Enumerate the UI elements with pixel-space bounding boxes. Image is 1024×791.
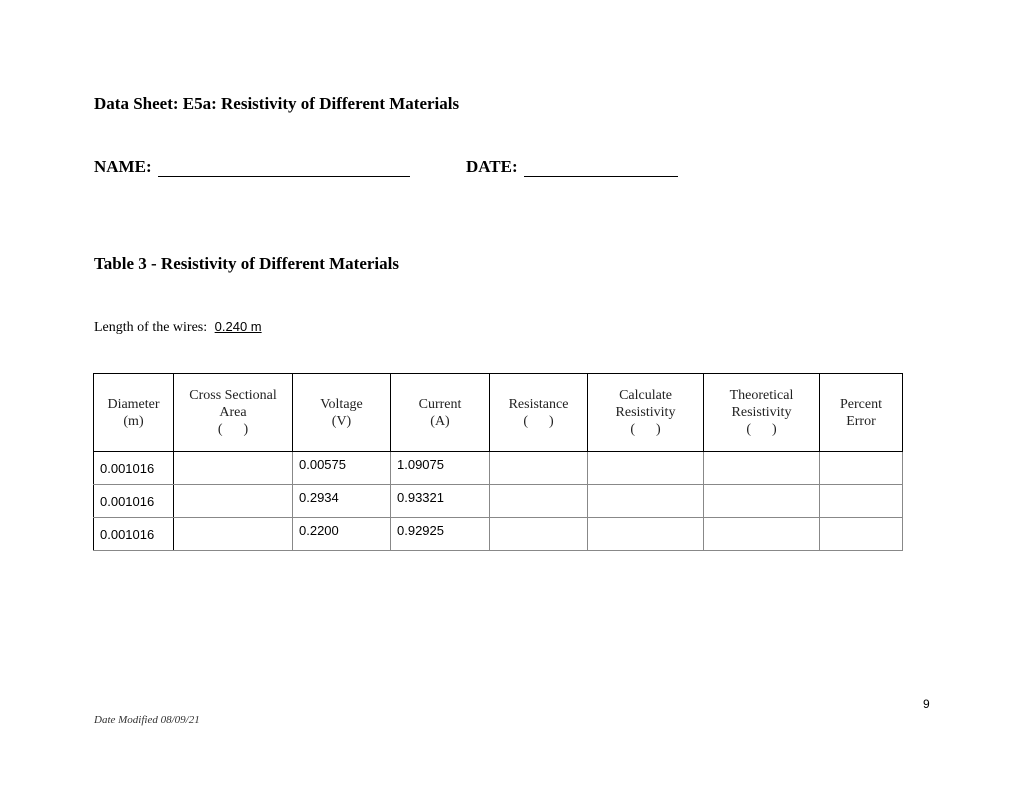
name-field[interactable]: [94, 157, 410, 177]
column-header-cross-sectional-area: Cross Sectional Area ( ): [174, 374, 293, 452]
voltage-cell[interactable]: 0.2934: [293, 485, 391, 518]
date-label: DATE:: [466, 157, 518, 176]
column-header-calculate-resistivity: Calculate Resistivity ( ): [588, 374, 704, 452]
theoretical-resistivity-cell[interactable]: [704, 485, 820, 518]
area-cell[interactable]: [174, 518, 293, 551]
column-header-theoretical-resistivity: Theoretical Resistivity ( ): [704, 374, 820, 452]
table-row: [94, 518, 903, 551]
calculated-resistivity-cell[interactable]: [588, 452, 704, 485]
wire-length-value: 0.240 m: [214, 319, 262, 334]
date-blank-line[interactable]: [524, 158, 678, 177]
date-modified-footer: Date Modified 08/09/21: [94, 714, 200, 726]
date-field[interactable]: [466, 157, 678, 177]
wire-length-label: Length of the wires:: [94, 320, 208, 335]
calculated-resistivity-cell[interactable]: [588, 485, 704, 518]
table-header-row: [94, 374, 903, 452]
resistivity-table: [93, 373, 903, 551]
table-title: Table 3 - Resistivity of Different Materials: [94, 254, 399, 273]
column-header-diameter: Diameter (m): [94, 374, 174, 452]
column-header-percent-error: Percent Error: [820, 374, 903, 452]
voltage-cell[interactable]: 0.2200: [293, 518, 391, 551]
theoretical-resistivity-cell[interactable]: [704, 452, 820, 485]
diameter-cell[interactable]: 0.001016: [94, 518, 174, 551]
resistance-cell[interactable]: [490, 485, 588, 518]
current-cell[interactable]: 0.93321: [391, 485, 490, 518]
area-cell[interactable]: [174, 485, 293, 518]
wire-length-line: [94, 319, 262, 336]
column-header-voltage: Voltage (V): [293, 374, 391, 452]
page-number: 9: [923, 697, 930, 711]
resistance-cell[interactable]: [490, 518, 588, 551]
page-title: Data Sheet: E5a: Resistivity of Different Materials: [94, 94, 460, 113]
table-row: [94, 452, 903, 485]
table-row: [94, 485, 903, 518]
theoretical-resistivity-cell[interactable]: [704, 518, 820, 551]
percent-error-cell[interactable]: [820, 518, 903, 551]
resistance-cell[interactable]: [490, 452, 588, 485]
current-cell[interactable]: 0.92925: [391, 518, 490, 551]
calculated-resistivity-cell[interactable]: [588, 518, 704, 551]
column-header-resistance: Resistance ( ): [490, 374, 588, 452]
percent-error-cell[interactable]: [820, 452, 903, 485]
area-cell[interactable]: [174, 452, 293, 485]
percent-error-cell[interactable]: [820, 485, 903, 518]
voltage-cell[interactable]: 0.00575: [293, 452, 391, 485]
name-label: NAME:: [94, 157, 152, 176]
current-cell[interactable]: 1.09075: [391, 452, 490, 485]
diameter-cell[interactable]: 0.001016: [94, 485, 174, 518]
diameter-cell[interactable]: 0.001016: [94, 452, 174, 485]
column-header-current: Current (A): [391, 374, 490, 452]
name-blank-line[interactable]: [158, 158, 410, 177]
